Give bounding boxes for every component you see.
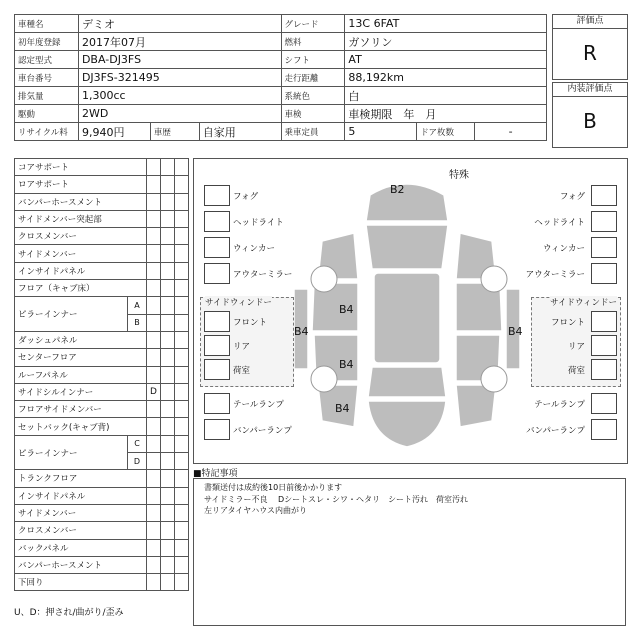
part-name: クロスメンバー xyxy=(15,522,147,539)
part-check-cell xyxy=(161,349,175,366)
part-check-cell xyxy=(161,539,175,556)
first-reg-label: 初年度登録 xyxy=(15,33,79,51)
right-outer-mirror-label: アウターミラー xyxy=(525,270,585,280)
part-check-cell xyxy=(161,245,175,262)
mark-b4-right-skirt: B4 xyxy=(508,325,523,338)
right-window-rear-checkbox xyxy=(591,335,617,356)
right-front-wheel xyxy=(481,266,507,292)
part-name: バンパーホースメント xyxy=(15,193,147,210)
part-mark-cell xyxy=(147,193,161,210)
left-winker-checkbox xyxy=(204,237,230,258)
left-side-window-title: サイドウィンドー xyxy=(205,298,272,308)
part-check-cell xyxy=(161,487,175,504)
left-outer-mirror-checkbox xyxy=(204,263,230,284)
part-name: サイドメンバー xyxy=(15,504,147,521)
part-sub-label: B xyxy=(128,314,147,331)
part-check-cell xyxy=(175,297,189,314)
part-name: バンパーホースメント xyxy=(15,556,147,573)
part-name: フロア（キャブ床） xyxy=(15,280,147,297)
right-tail-lamp-checkbox xyxy=(591,393,617,414)
part-check-cell xyxy=(175,504,189,521)
displacement-value: 1,300cc xyxy=(78,87,281,105)
part-mark-cell xyxy=(147,262,161,279)
left-rear-wheel xyxy=(311,366,337,392)
part-row xyxy=(15,435,189,452)
part-mark-cell xyxy=(147,401,161,418)
left-bumper-lamp-checkbox xyxy=(204,419,230,440)
part-row xyxy=(15,383,189,400)
part-name: インサイドパネル xyxy=(15,487,147,504)
interior-rating-value: B xyxy=(583,109,597,133)
mark-b4-left-front: B4 xyxy=(339,303,354,316)
part-mark-cell xyxy=(147,228,161,245)
part-check-cell xyxy=(175,418,189,435)
right-window-front-label: フロント xyxy=(550,318,585,328)
part-row xyxy=(15,401,189,418)
capacity-value: 5 xyxy=(345,123,417,141)
grade-value: 13C 6FAT xyxy=(345,15,547,33)
right-window-rear-label: リア xyxy=(567,342,585,352)
part-sub-label: D xyxy=(128,453,147,470)
part-row xyxy=(15,297,189,314)
part-check-cell xyxy=(161,314,175,331)
chassis-value: DJ3FS-321495 xyxy=(78,69,281,87)
part-mark-cell xyxy=(147,245,161,262)
part-check-cell xyxy=(175,539,189,556)
part-check-cell xyxy=(161,522,175,539)
part-check-cell xyxy=(175,159,189,176)
part-mark-cell xyxy=(147,574,161,591)
inspection-label: 車検 xyxy=(281,105,345,123)
left-winker-label: ウィンカー xyxy=(233,244,275,254)
part-mark-cell xyxy=(147,556,161,573)
trunk-panel xyxy=(368,401,446,447)
history-value: 自家用 xyxy=(199,123,281,141)
drive-label: 駆動 xyxy=(15,105,79,123)
part-mark-cell xyxy=(147,453,161,470)
mileage-value: 88,192km xyxy=(345,69,547,87)
part-check-cell xyxy=(175,314,189,331)
part-check-cell xyxy=(175,245,189,262)
shift-value: AT xyxy=(345,51,547,69)
part-mark-cell xyxy=(147,418,161,435)
part-sub-label: C xyxy=(128,435,147,452)
recycle-label: リサイクル料 xyxy=(15,123,79,141)
notes-line: 左リアタイヤハウス内曲がり xyxy=(204,506,308,515)
rating-label: 評価点 xyxy=(553,15,627,29)
notes-line: 書類送付は成約後10日前後かかります xyxy=(204,483,343,492)
part-row xyxy=(15,210,189,227)
part-mark-cell xyxy=(147,504,161,521)
part-name: コアサポート xyxy=(15,159,147,176)
model-value: デミオ xyxy=(78,15,281,33)
part-mark-cell xyxy=(147,522,161,539)
part-row xyxy=(15,193,189,210)
first-reg-value: 2017年07月 xyxy=(78,33,281,51)
part-sub-label: A xyxy=(128,297,147,314)
part-name: ルーフパネル xyxy=(15,366,147,383)
part-check-cell xyxy=(175,383,189,400)
part-row xyxy=(15,331,189,348)
front-windshield xyxy=(366,225,448,269)
part-row xyxy=(15,176,189,193)
part-row xyxy=(15,280,189,297)
left-front-wheel xyxy=(311,266,337,292)
part-name: バックパネル xyxy=(15,539,147,556)
right-fog-checkbox xyxy=(591,185,617,206)
right-side-window-title: サイドウィンドー xyxy=(550,298,617,308)
right-window-front-checkbox xyxy=(591,311,617,332)
part-mark-cell xyxy=(147,176,161,193)
car-diagram xyxy=(193,158,628,464)
right-winker-label: ウィンカー xyxy=(543,244,585,254)
mileage-label: 走行距離 xyxy=(281,69,345,87)
part-check-cell xyxy=(161,418,175,435)
part-name: サイドメンバー xyxy=(15,245,147,262)
notes-line: サイドミラー不良 Dシートスレ・シワ・ヘタリ シート汚れ 荷室汚れ xyxy=(204,494,469,504)
part-name: クロスメンバー xyxy=(15,228,147,245)
part-check-cell xyxy=(161,280,175,297)
part-check-cell xyxy=(161,383,175,400)
left-fog-label: フォグ xyxy=(233,192,259,202)
part-mark-cell xyxy=(147,331,161,348)
part-name: センターフロア xyxy=(15,349,147,366)
rating-value: R xyxy=(583,41,597,65)
part-row xyxy=(15,539,189,556)
recycle-value: 9,940円 xyxy=(78,123,150,141)
part-mark-cell xyxy=(147,297,161,314)
part-name: トランクフロア xyxy=(15,470,147,487)
capacity-label: 乗車定員 xyxy=(281,123,345,141)
right-winker-checkbox xyxy=(591,237,617,258)
part-check-cell xyxy=(161,504,175,521)
hood-panel xyxy=(366,184,448,221)
part-check-cell xyxy=(175,262,189,279)
part-mark-cell xyxy=(147,487,161,504)
part-mark-cell xyxy=(147,159,161,176)
rear-window xyxy=(368,367,446,397)
model-label: 車種名 xyxy=(15,15,79,33)
part-check-cell xyxy=(175,556,189,573)
type-label: 認定型式 xyxy=(15,51,79,69)
part-mark-cell xyxy=(147,280,161,297)
part-row xyxy=(15,159,189,176)
notes-box xyxy=(193,478,626,626)
right-bumper-lamp-label: バンパーランプ xyxy=(526,426,585,436)
right-headlight-checkbox xyxy=(591,211,617,232)
left-fog-checkbox xyxy=(204,185,230,206)
right-window-luggage-checkbox xyxy=(591,359,617,380)
left-window-front-checkbox xyxy=(204,311,230,332)
part-check-cell xyxy=(161,435,175,452)
part-name: ピラーインナー xyxy=(15,297,128,332)
part-check-cell xyxy=(161,262,175,279)
part-name: サイドメンバー突起部 xyxy=(15,210,147,227)
color-value: 白 xyxy=(345,87,547,105)
left-headlight-checkbox xyxy=(204,211,230,232)
part-check-cell xyxy=(161,401,175,418)
part-check-cell xyxy=(161,331,175,348)
left-window-rear-label: リア xyxy=(233,342,251,352)
left-tail-lamp-checkbox xyxy=(204,393,230,414)
part-name: フロアサイドメンバー xyxy=(15,401,147,418)
left-window-luggage-label: 荷室 xyxy=(233,366,251,376)
part-check-cell xyxy=(161,366,175,383)
fuel-label: 燃料 xyxy=(281,33,345,51)
part-check-cell xyxy=(175,453,189,470)
part-row xyxy=(15,366,189,383)
part-row xyxy=(15,487,189,504)
right-fog-label: フォグ xyxy=(559,192,585,202)
grade-label: グレード xyxy=(281,15,345,33)
left-window-rear-checkbox xyxy=(204,335,230,356)
legend-text: U、D：押され/曲がり/歪み xyxy=(14,608,124,618)
part-mark-cell: D xyxy=(147,383,161,400)
rating-box xyxy=(552,14,628,80)
left-outer-mirror-label: アウターミラー xyxy=(233,270,293,280)
doors-label: ドア枚数 xyxy=(417,123,475,141)
interior-rating-label: 内装評価点 xyxy=(553,83,627,97)
color-label: 系統色 xyxy=(281,87,345,105)
history-label: 車歴 xyxy=(150,123,199,141)
part-name: ダッシュパネル xyxy=(15,331,147,348)
part-row xyxy=(15,418,189,435)
part-name: セットバック(キャブ背) xyxy=(15,418,147,435)
part-name: ロアサポート xyxy=(15,176,147,193)
parts-table xyxy=(14,158,189,591)
part-mark-cell xyxy=(147,435,161,452)
right-outer-mirror-checkbox xyxy=(591,263,617,284)
part-check-cell xyxy=(175,487,189,504)
part-row xyxy=(15,504,189,521)
displacement-label: 排気量 xyxy=(15,87,79,105)
special-label: 特殊 xyxy=(449,170,469,181)
part-check-cell xyxy=(161,556,175,573)
part-mark-cell xyxy=(147,210,161,227)
part-check-cell xyxy=(161,159,175,176)
part-name: インサイドパネル xyxy=(15,262,147,279)
left-window-luggage-checkbox xyxy=(204,359,230,380)
part-mark-cell xyxy=(147,539,161,556)
part-row xyxy=(15,556,189,573)
fuel-value: ガソリン xyxy=(345,33,547,51)
shift-label: シフト xyxy=(281,51,345,69)
part-check-cell xyxy=(175,401,189,418)
part-check-cell xyxy=(175,228,189,245)
part-name: ピラーインナー xyxy=(15,435,128,470)
right-headlight-label: ヘッドライト xyxy=(534,218,585,228)
doors-value: - xyxy=(475,123,547,141)
part-row xyxy=(15,228,189,245)
part-check-cell xyxy=(161,228,175,245)
part-check-cell xyxy=(175,349,189,366)
part-check-cell xyxy=(175,574,189,591)
part-row xyxy=(15,262,189,279)
left-window-front-label: フロント xyxy=(233,318,268,328)
part-row xyxy=(15,574,189,591)
spec-table xyxy=(14,14,547,141)
right-rear-wheel xyxy=(481,366,507,392)
part-check-cell xyxy=(161,297,175,314)
right-window-luggage-label: 荷室 xyxy=(567,366,585,376)
part-name: 下回り xyxy=(15,574,147,591)
type-value: DBA-DJ3FS xyxy=(78,51,281,69)
part-check-cell xyxy=(175,435,189,452)
part-check-cell xyxy=(161,193,175,210)
drive-value: 2WD xyxy=(78,105,281,123)
part-mark-cell xyxy=(147,470,161,487)
left-bumper-lamp-label: バンパーランプ xyxy=(233,426,292,436)
mark-b4-left-rear: B4 xyxy=(339,358,354,371)
part-check-cell xyxy=(175,210,189,227)
part-row xyxy=(15,470,189,487)
part-check-cell xyxy=(175,331,189,348)
part-check-cell xyxy=(161,470,175,487)
right-bumper-lamp-checkbox xyxy=(591,419,617,440)
part-check-cell xyxy=(175,522,189,539)
roof-panel xyxy=(374,273,440,363)
part-check-cell xyxy=(161,176,175,193)
part-check-cell xyxy=(175,193,189,210)
part-check-cell xyxy=(175,280,189,297)
inspection-value: 車検期限 年 月 xyxy=(345,105,547,123)
notes-title: ■特記事項 xyxy=(193,469,238,479)
part-row xyxy=(15,522,189,539)
part-row xyxy=(15,349,189,366)
chassis-label: 車台番号 xyxy=(15,69,79,87)
right-tail-lamp-label: テールランプ xyxy=(534,400,585,410)
part-check-cell xyxy=(175,176,189,193)
part-check-cell xyxy=(161,453,175,470)
part-mark-cell xyxy=(147,314,161,331)
part-mark-cell xyxy=(147,349,161,366)
part-mark-cell xyxy=(147,366,161,383)
part-check-cell xyxy=(161,210,175,227)
mark-b2: B2 xyxy=(390,183,405,196)
mark-b4-left-skirt: B4 xyxy=(294,325,309,338)
interior-rating-box xyxy=(552,82,628,148)
part-row xyxy=(15,245,189,262)
part-check-cell xyxy=(161,574,175,591)
left-tail-lamp-label: テールランプ xyxy=(233,400,284,410)
part-check-cell xyxy=(175,470,189,487)
part-name: サイドシルインナー xyxy=(15,383,147,400)
mark-b4-left-fender: B4 xyxy=(335,402,350,415)
part-check-cell xyxy=(175,366,189,383)
left-headlight-label: ヘッドライト xyxy=(233,218,284,228)
